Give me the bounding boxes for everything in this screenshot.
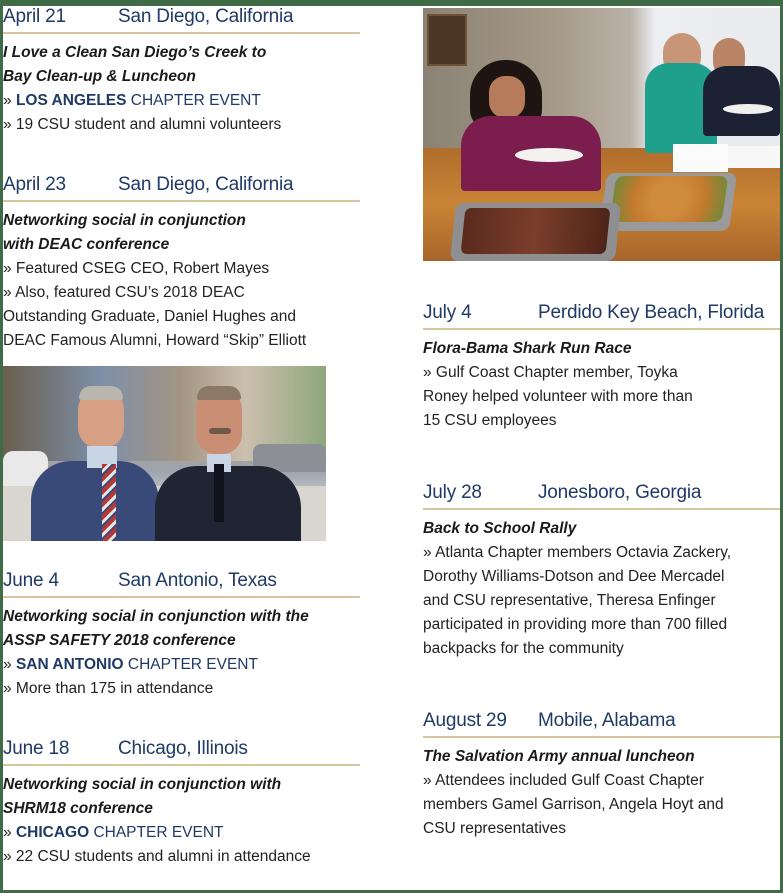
event-july-28 bbox=[423, 482, 780, 661]
event-location: San Diego, California bbox=[118, 6, 294, 27]
event-title-line: Networking social in conjunction with bbox=[3, 776, 282, 793]
chapter-name: LOS ANGELES bbox=[15, 92, 127, 109]
event-detail-line: » Featured CSEG CEO, Robert Mayes bbox=[3, 260, 270, 277]
event-body bbox=[423, 738, 780, 841]
event-location: Chicago, Illinois bbox=[118, 738, 248, 759]
event-june-4 bbox=[3, 570, 360, 701]
event-detail-line: » 22 CSU students and alumni in attendance bbox=[3, 848, 311, 865]
event-detail-line: » Gulf Coast Chapter member, Toyka bbox=[423, 364, 678, 381]
event-detail-line: DEAC Famous Alumni, Howard “Skip” Elliott bbox=[3, 332, 307, 349]
event-detail-line: Outstanding Graduate, Daniel Hughes and bbox=[3, 308, 296, 325]
event-date: August 29 bbox=[423, 710, 507, 731]
event-location: Jonesboro, Georgia bbox=[538, 482, 702, 503]
event-body bbox=[423, 330, 780, 433]
event-detail-line: members Gamel Garrison, Angela Hoyt and bbox=[423, 796, 724, 813]
event-june-18 bbox=[3, 738, 360, 869]
event-title-line: ASSP SAFETY 2018 conference bbox=[3, 632, 236, 649]
event-body bbox=[3, 202, 360, 353]
chapter-name: SAN ANTONIO bbox=[15, 656, 124, 673]
event-header bbox=[423, 710, 780, 738]
event-detail-line: and CSU representative, Theresa Enfinger bbox=[423, 592, 716, 609]
bullet-glyph: » bbox=[3, 824, 12, 841]
event-detail-line: » Atlanta Chapter members Octavia Zackery, bbox=[423, 544, 732, 561]
event-header bbox=[423, 482, 780, 510]
event-july-4 bbox=[423, 302, 780, 433]
event-title-line: Back to School Rally bbox=[423, 520, 577, 537]
event-date: July 4 bbox=[423, 302, 472, 323]
photo-buffet-event bbox=[423, 8, 780, 261]
event-title-line: Flora-Bama Shark Run Race bbox=[423, 340, 632, 357]
event-title-line: Networking social in conjunction bbox=[3, 212, 246, 229]
event-detail-line: » More than 175 in attendance bbox=[3, 680, 214, 697]
event-detail-line: Roney helped volunteer with more than bbox=[423, 388, 693, 405]
chapter-event-line bbox=[3, 89, 360, 113]
event-header bbox=[3, 6, 360, 34]
event-date: June 18 bbox=[3, 738, 70, 759]
chapter-suffix: CHAPTER EVENT bbox=[127, 656, 258, 673]
event-date: April 21 bbox=[3, 6, 66, 27]
event-body bbox=[423, 510, 780, 661]
event-detail-line: participated in providing more than 700 filled bbox=[423, 616, 728, 633]
event-header bbox=[3, 570, 360, 598]
event-body bbox=[3, 766, 360, 869]
event-title-line: Networking social in conjunction with the bbox=[3, 608, 309, 625]
event-header bbox=[3, 174, 360, 202]
event-location: Mobile, Alabama bbox=[538, 710, 676, 731]
event-date: April 23 bbox=[3, 174, 66, 195]
chapter-event-line bbox=[3, 821, 360, 845]
photo-two-men-in-suits bbox=[3, 366, 326, 541]
event-header bbox=[3, 738, 360, 766]
event-location: San Antonio, Texas bbox=[118, 570, 277, 591]
event-detail-line: CSU representatives bbox=[423, 820, 567, 837]
event-title-line: with DEAC conference bbox=[3, 236, 170, 253]
event-detail-line: backpacks for the community bbox=[423, 640, 624, 657]
event-april-21 bbox=[3, 6, 360, 137]
event-body bbox=[3, 34, 360, 137]
event-august-29 bbox=[423, 710, 780, 841]
event-header bbox=[423, 302, 780, 330]
chapter-suffix: CHAPTER EVENT bbox=[130, 92, 261, 109]
event-title-line: Bay Clean-up & Luncheon bbox=[3, 68, 196, 85]
event-body bbox=[3, 598, 360, 701]
event-date: July 28 bbox=[423, 482, 482, 503]
event-detail-line: Dorothy Williams-Dotson and Dee Mercadel bbox=[423, 568, 725, 585]
event-date: June 4 bbox=[3, 570, 59, 591]
event-detail-line: » 19 CSU student and alumni volunteers bbox=[3, 116, 282, 133]
event-detail-line: » Attendees included Gulf Coast Chapter bbox=[423, 772, 704, 789]
event-detail-line: 15 CSU employees bbox=[423, 412, 557, 429]
chapter-event-line bbox=[3, 653, 360, 677]
event-title-line: I Love a Clean San Diego’s Creek to bbox=[3, 44, 267, 61]
event-detail-line: » Also, featured CSU’s 2018 DEAC bbox=[3, 284, 245, 301]
chapter-suffix: CHAPTER EVENT bbox=[93, 824, 224, 841]
event-april-23 bbox=[3, 174, 360, 353]
event-location: San Diego, California bbox=[118, 174, 294, 195]
event-title-line: SHRM18 conference bbox=[3, 800, 153, 817]
chapter-name: CHICAGO bbox=[15, 824, 90, 841]
event-title-line: The Salvation Army annual luncheon bbox=[423, 748, 695, 765]
bullet-glyph: » bbox=[3, 92, 12, 109]
bullet-glyph: » bbox=[3, 656, 12, 673]
event-location: Perdido Key Beach, Florida bbox=[538, 302, 765, 323]
